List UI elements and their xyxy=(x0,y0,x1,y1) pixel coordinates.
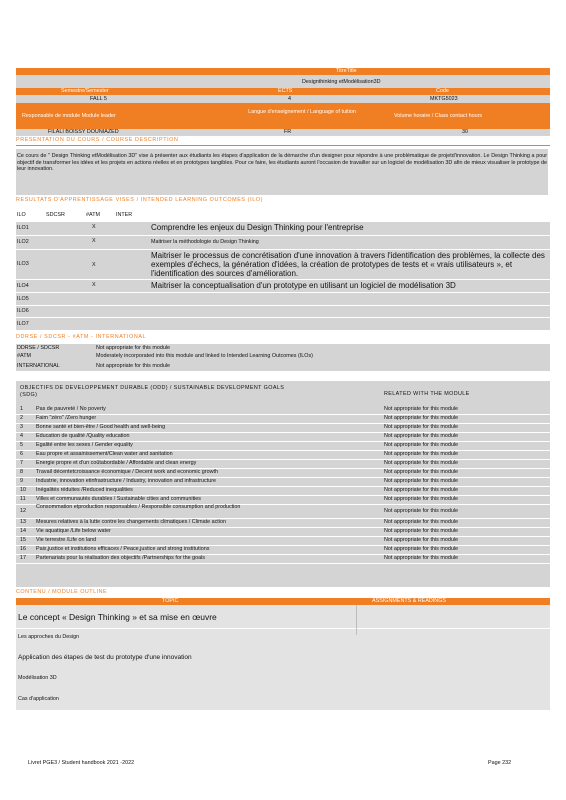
contenu-item: Le concept « Design Thinking » et sa mise en œuvre xyxy=(18,612,217,622)
odd-goal: Travail décentetcroissance économique / Decent work and economic growth xyxy=(36,469,218,475)
odd-goal: Faim "zéro" /Zero hunger xyxy=(36,415,97,421)
responsable-value: FILALI BOISSY DOUNIAZED xyxy=(48,129,119,135)
odd-row xyxy=(16,459,550,468)
title-label-bar xyxy=(16,68,550,75)
odd-goal: Partenariats pour la réalisation des objectifs /Partnerships for the goals xyxy=(36,555,205,561)
odd-number: 17 xyxy=(20,555,26,561)
ilo-text: Maitriser la conceptualisation d'un prototype en utilisant un logiciel de modélisation 3D xyxy=(151,281,456,290)
footer-page: Page 232 xyxy=(488,760,512,766)
ddrse-row xyxy=(16,344,550,352)
odd-goal: Mesures relatives à la lutte contre les changements climatiques / Climate action xyxy=(36,519,226,525)
odd-heading-right: RELATED WITH THE MODULE xyxy=(384,391,470,397)
ilo-text: Maitriser la méthodologie du Design Thinking xyxy=(151,239,259,245)
title-label: TitreTitle xyxy=(336,68,357,74)
presentation-rule xyxy=(16,145,550,146)
odd-goal: Pas de pauvreté / No poverty xyxy=(36,406,106,412)
ilo-row-divider xyxy=(16,330,550,331)
odd-number: 1 xyxy=(20,406,23,412)
odd-related: Not appropriate for this module xyxy=(384,546,459,552)
odd-related: Not appropriate for this module xyxy=(384,487,459,493)
ilo-row xyxy=(16,236,550,249)
semester-label: Semestre/Semester xyxy=(61,88,109,94)
odd-number: 2 xyxy=(20,415,23,421)
odd-row xyxy=(16,486,550,495)
odd-related: Not appropriate for this module xyxy=(384,469,459,475)
presentation-heading: PRESENTATION DU COURS / COURSE DESCRIPTION xyxy=(16,137,179,143)
odd-heading-left: OBJECTIFS DE DEVELOPPEMENT DURABLE (ODD) / SUSTAINABLE DEVELOPMENT GOALS (SDG) xyxy=(20,385,285,398)
contenu-item: Application des étapes de test du prototype d'une innovation xyxy=(18,654,192,661)
ilo-row xyxy=(16,293,550,305)
odd-related: Not appropriate for this module xyxy=(384,496,459,502)
odd-row xyxy=(16,495,550,504)
ilo-row xyxy=(16,306,550,317)
ilo-row xyxy=(16,222,550,235)
ilo-mark: X xyxy=(92,282,96,288)
odd-row xyxy=(16,405,550,414)
ddrse-row xyxy=(16,362,550,371)
odd-related: Not appropriate for this module xyxy=(384,424,459,430)
odd-row xyxy=(16,477,550,486)
odd-related: Not appropriate for this module xyxy=(384,537,459,543)
ilo-id: ILO7 xyxy=(17,320,29,327)
responsable-label: Responsable de module Module leader xyxy=(22,113,116,119)
odd-goal: Vie terrestre /Life on land xyxy=(36,537,97,543)
ddrse-label: INTERNATIONAL xyxy=(17,363,60,369)
odd-row-divider xyxy=(16,563,550,564)
odd-goal: Inégalités réduites /Reduced inequalities xyxy=(36,487,133,493)
odd-number: 4 xyxy=(20,433,23,439)
ilo-id: ILO1 xyxy=(17,225,29,231)
ilo-row xyxy=(16,250,550,279)
odd-row xyxy=(16,527,550,536)
odd-goal: Paix,justice et institutions efficaces / Peace,justice and strong institutions xyxy=(36,546,210,552)
semester-value-row xyxy=(16,95,550,103)
ddrse-value: Moderately incorporated into this module and linked to Intended Learning Outcomes (ILOs) xyxy=(96,353,313,359)
odd-number: 15 xyxy=(20,537,26,543)
odd-related: Not appropriate for this module xyxy=(384,478,459,484)
odd-row xyxy=(16,536,550,545)
odd-related: Not appropriate for this module xyxy=(384,507,459,514)
ects-label: ECTS xyxy=(278,88,293,94)
odd-related: Not appropriate for this module xyxy=(384,519,459,525)
semester-value: FALL 5 xyxy=(90,96,107,102)
ddrse-value: Not appropriate for this module xyxy=(96,345,171,351)
odd-row xyxy=(16,545,550,554)
ilo-mark: X xyxy=(92,224,96,230)
odd-goal: Bonne santé et bien-être / Good health and well-being xyxy=(36,424,166,430)
odd-row xyxy=(16,468,550,477)
odd-row xyxy=(16,432,550,441)
volume-value: 30 xyxy=(462,129,468,135)
ilo-heading: RESULTATS D'APPRENTISSAGE VISES / INTENDED LEARNING OUTCOMES (ILO) xyxy=(16,197,264,203)
ilo-id: ILO2 xyxy=(17,239,29,245)
odd-number: 16 xyxy=(20,546,26,552)
odd-related: Not appropriate for this module xyxy=(384,460,459,466)
semester-header-row xyxy=(16,88,550,95)
odd-goal: Villes et communautés durables / Sustainable cities and communities xyxy=(36,496,201,502)
ilo-id: ILO6 xyxy=(17,308,29,314)
odd-number: 13 xyxy=(20,519,26,525)
ddrse-value: Not appropriate for this module xyxy=(96,363,171,369)
contenu-item: Cas d'application xyxy=(18,696,59,702)
ddrse-label: #ATM xyxy=(17,353,31,359)
responsable-header-row xyxy=(16,103,550,129)
code-value: MKTG5023 xyxy=(430,96,458,102)
odd-goal: Consommation etproduction responsables / Responsible consumption and production xyxy=(36,504,241,510)
odd-number: 6 xyxy=(20,451,23,457)
ilo-col-atm: #ATM xyxy=(86,212,100,218)
language-label: Langue d'enseignement / Language of tuition xyxy=(248,109,356,115)
contenu-heading: CONTENU / MODULE OUTLINE xyxy=(16,589,108,595)
odd-goal: Education de qualité /Quality education xyxy=(36,433,130,439)
ilo-col-sdcsr: SDCSR xyxy=(46,212,65,218)
odd-number: 12 xyxy=(20,507,26,514)
code-label: Code xyxy=(436,88,449,94)
odd-goal: Eau propre et assainissement/Clean water and sanitation xyxy=(36,451,173,457)
odd-related: Not appropriate for this module xyxy=(384,555,459,561)
contenu-header-row xyxy=(16,598,550,605)
footer-left: Livret PGE3 / Student handbook 2021 -2022 xyxy=(28,760,135,766)
ilo-column-header xyxy=(16,212,550,220)
ilo-text: Maitriser le processus de concrétisation d'une innovation à travers l'identification des problèmes, la collecte des exemples d'échecs, la génération d'idées, la création de prototypes de tests et « vrais utilisateurs », et l'identification des sources d'amélioration. xyxy=(151,251,545,278)
odd-related: Not appropriate for this module xyxy=(384,451,459,457)
contenu-item: Modélisation 3D xyxy=(18,675,57,681)
odd-row xyxy=(16,518,550,527)
contenu-divider-1 xyxy=(16,628,550,629)
odd-number: 8 xyxy=(20,469,23,475)
responsable-value-row xyxy=(16,129,550,136)
ilo-row xyxy=(16,318,550,330)
ilo-col-ilo: ILO xyxy=(17,212,26,218)
odd-row xyxy=(16,441,550,450)
ilo-id: ILO5 xyxy=(17,295,29,302)
odd-goal: Egalité entre les sexes / Gender equality xyxy=(36,442,133,448)
ects-value: 4 xyxy=(288,96,291,102)
odd-number: 7 xyxy=(20,460,23,466)
odd-related: Not appropriate for this module xyxy=(384,528,459,534)
odd-row xyxy=(16,504,550,518)
title-value: Designthinking etModélisation3D xyxy=(302,79,381,85)
odd-number: 11 xyxy=(20,496,26,502)
ddrse-heading: DDRSE / SDCSR - #ATM - INTERNATIONAL xyxy=(16,334,147,340)
ilo-id: ILO3 xyxy=(17,261,29,267)
odd-goal: Vie aquatique /Life below water xyxy=(36,528,111,534)
odd-number: 10 xyxy=(20,487,26,493)
odd-number: 3 xyxy=(20,424,23,430)
contenu-col-topic: TOPIC xyxy=(162,598,179,604)
odd-row xyxy=(16,414,550,423)
odd-related: Not appropriate for this module xyxy=(384,433,459,439)
contenu-col-divider xyxy=(356,605,357,635)
ddrse-row xyxy=(16,352,550,362)
title-value-row xyxy=(16,75,550,88)
odd-row xyxy=(16,423,550,432)
odd-goal: Industrie, innovation etinfrastructure / Industry, innovation and infrastructure xyxy=(36,478,216,484)
odd-row xyxy=(16,554,550,563)
ilo-id: ILO4 xyxy=(17,282,29,289)
odd-related: Not appropriate for this module xyxy=(384,415,459,421)
ilo-mark: X xyxy=(92,262,96,268)
volume-label: Volume horaire / Class contact hours xyxy=(394,113,483,119)
ilo-col-inter: INTER xyxy=(116,212,133,218)
odd-number: 9 xyxy=(20,478,23,484)
odd-number: 5 xyxy=(20,442,23,448)
ddrse-label: DDRSE / SDCSR xyxy=(17,345,60,351)
contenu-item: Les approches du Design xyxy=(18,634,80,640)
odd-related: Not appropriate for this module xyxy=(384,442,459,448)
presentation-text: Ce cours de " Design Thinking etModélisation 3D" vise à présenter aux étudiants les étapes d'application de la démarche d'un designer pour répondre à une problématique de projetd'innovation. Le Design Thinking a pour objectif de transformer les idées et les projets en actions réelles et en prototypes tangibles. Pour ce faire, les étudiants auront l'occasion de travailler sur un logiciel de modélisation 3D afin de mieux visualiser le prototype de leur innovation. xyxy=(16,149,548,195)
odd-goal: Energie propre et d'un coûtabordable / Affordable and clean energy xyxy=(36,460,197,466)
odd-row xyxy=(16,450,550,459)
ilo-row xyxy=(16,280,550,292)
ilo-text: Comprendre les enjeux du Design Thinking pour l'entreprise xyxy=(151,223,364,232)
odd-number: 14 xyxy=(20,528,26,534)
odd-related: Not appropriate for this module xyxy=(384,406,459,412)
ilo-mark: X xyxy=(92,238,96,244)
contenu-col-assign: ASSIGNMENTS & READINGS xyxy=(372,598,446,604)
language-value: FR xyxy=(284,129,292,135)
